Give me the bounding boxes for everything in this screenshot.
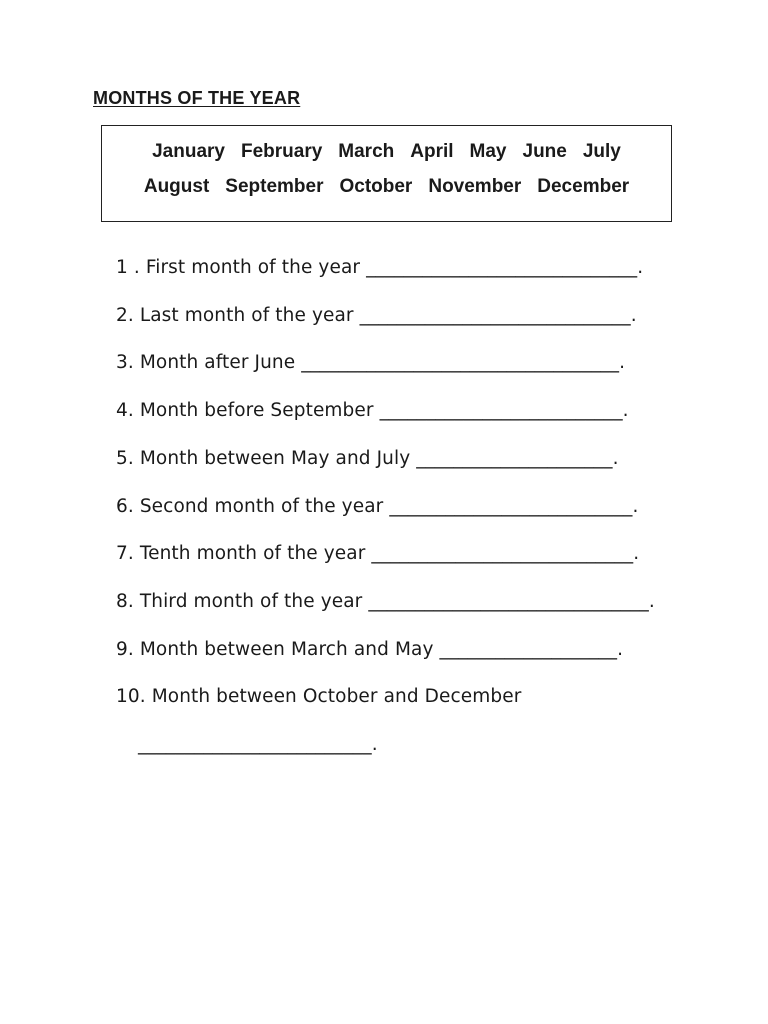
question-text: Month between May and July: [139, 448, 411, 469]
word-bank-month: July: [582, 141, 621, 162]
question-text: Second month of the year: [139, 496, 384, 517]
answer-blank[interactable]: _____________________________.: [359, 305, 637, 326]
question-item: [116, 591, 655, 612]
question-text: Tenth month of the year: [139, 543, 366, 564]
question-text: Last month of the year: [139, 305, 354, 326]
answer-blank[interactable]: _________________________.: [138, 734, 378, 755]
question-10-answer-line: [138, 734, 378, 755]
question-number: 5.: [116, 448, 134, 469]
question-number: 4.: [116, 400, 134, 421]
question-text: First month of the year: [145, 257, 361, 278]
answer-blank[interactable]: __________________________.: [389, 496, 639, 517]
question-item: [116, 400, 629, 421]
question-item: [116, 448, 619, 469]
question-text: Third month of the year: [139, 591, 363, 612]
question-number: 7.: [116, 543, 134, 564]
answer-blank[interactable]: ______________________________.: [368, 591, 655, 612]
question-number: 6.: [116, 496, 134, 517]
word-bank-month: April: [410, 141, 454, 162]
question-item: [116, 257, 643, 278]
question-number: 8.: [116, 591, 134, 612]
question-number: 2.: [116, 305, 134, 326]
word-bank-box: [101, 125, 672, 222]
word-bank-month: October: [339, 176, 413, 197]
word-bank-month: November: [428, 176, 522, 197]
question-item: [116, 543, 639, 564]
word-bank-month: August: [143, 176, 210, 197]
word-bank-month: December: [537, 176, 630, 197]
question-item: [116, 496, 638, 517]
word-bank-month: May: [469, 141, 507, 162]
answer-blank[interactable]: __________________________________.: [301, 352, 626, 373]
question-item: [116, 305, 637, 326]
word-bank-month: January: [152, 141, 225, 162]
question-number: 10.: [116, 686, 146, 707]
word-bank-month: February: [240, 141, 323, 162]
question-text: Month between March and May: [139, 639, 434, 660]
worksheet-title: MONTHS OF THE YEAR: [93, 88, 301, 108]
question-text: Month between October and December: [151, 686, 522, 707]
word-bank-row-1: [102, 141, 671, 163]
answer-blank[interactable]: ___________________.: [439, 639, 624, 660]
question-item: [116, 352, 625, 373]
answer-blank[interactable]: _____________________________.: [366, 257, 644, 278]
question-item: [116, 639, 623, 660]
question-text: Month after June: [139, 352, 296, 373]
answer-blank[interactable]: ____________________________.: [371, 543, 640, 564]
question-item: [116, 686, 521, 707]
question-text: Month before September: [139, 400, 374, 421]
question-number: 3.: [116, 352, 134, 373]
answer-blank[interactable]: __________________________.: [379, 400, 629, 421]
word-bank-row-2: [102, 176, 671, 198]
question-number: 1 .: [116, 257, 140, 278]
answer-blank[interactable]: _____________________.: [416, 448, 619, 469]
word-bank-month: September: [225, 176, 324, 197]
question-number: 9.: [116, 639, 134, 660]
word-bank-month: March: [338, 141, 395, 162]
word-bank-month: June: [522, 141, 567, 162]
